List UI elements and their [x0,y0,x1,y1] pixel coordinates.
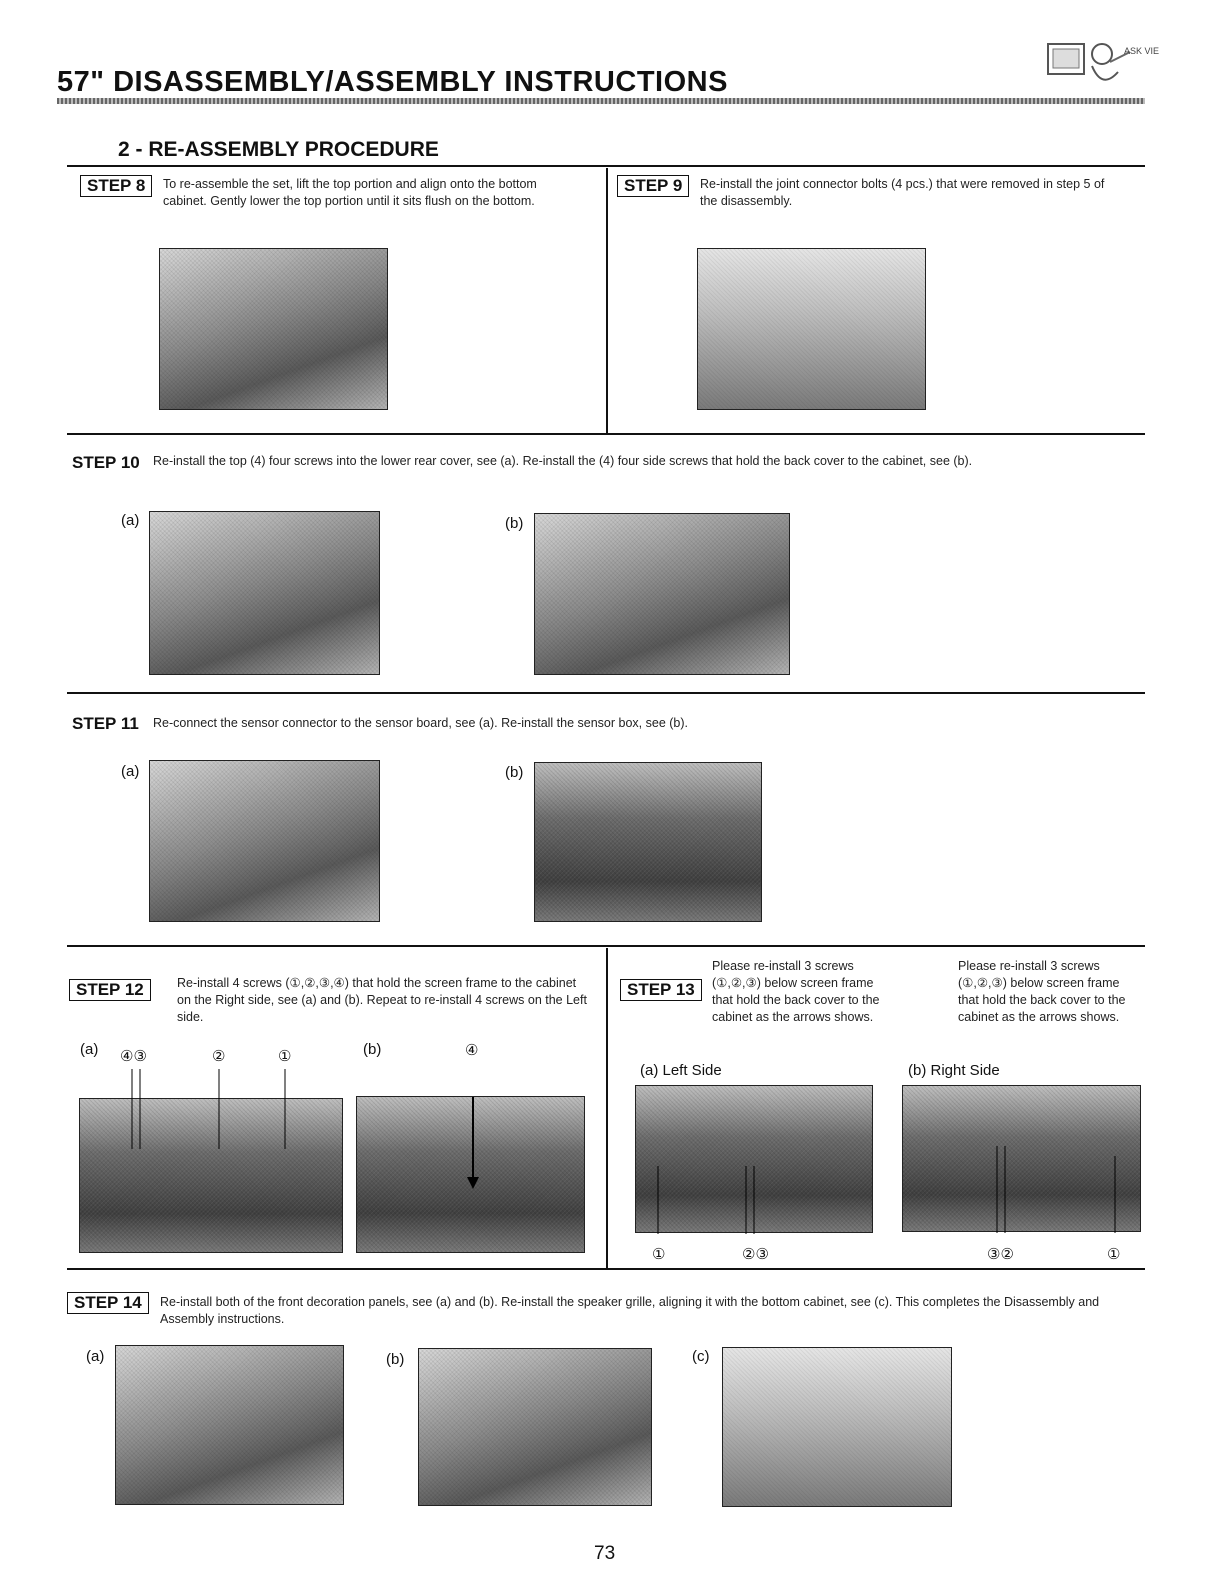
step11-text: Re-connect the sensor connector to the sensor board, see (a). Re-install the sensor box, see (b). [153,716,688,730]
step13-a-callout: ②③ [742,1246,769,1263]
step12-a-callout: ① [278,1048,292,1065]
divider [67,692,1145,694]
step13-b-label: (b) Right Side [908,1062,1000,1079]
divider [67,1268,1145,1270]
step10-b-label: (b) [505,515,524,532]
step8-photo [159,248,388,410]
step14-b-label: (b) [386,1351,405,1368]
column-divider [606,948,608,1268]
step10-text: Re-install the top (4) four screws into the lower rear cover, see (a). Re-install the (4) four side screws that hold the back cover to the cabinet, see (b). [153,454,973,468]
step14-text: Re-install both of the front decoration panels, see (a) and (b). Re-install the speaker grille, aligning it with the bottom cabinet, see (c). This completes the Disassembly and Assembly instructions. [160,1295,1100,1326]
title-underline [57,98,1145,104]
step14-label: STEP 14 [67,1292,149,1314]
page-title: 57" DISASSEMBLY/ASSEMBLY INSTRUCTIONS [57,66,728,98]
step10-label: STEP 10 [72,453,140,472]
step11-a-photo [149,760,380,922]
section-title: 2 - RE-ASSEMBLY PROCEDURE [118,138,439,161]
step13-b-callout: ① [1107,1246,1121,1263]
step12-a-callout: ④③ [120,1048,147,1065]
step13-text-left: Please re-install 3 screws (①,②,③) below screen frame that hold the back cover to the cabinet as the arrows shows. [712,959,880,1024]
step12-text: Re-install 4 screws (①,②,③,④) that hold the screen frame to the cabinet on the Right side, see (a) and (b). Repeat to re-install 4 screws on the Left side. [177,976,587,1024]
step13-b-callout: ③② [987,1246,1014,1263]
step14-a-label: (a) [86,1348,105,1365]
step10-a-photo [149,511,380,675]
step12-a-label: (a) [80,1041,99,1058]
step12-a-photo [79,1098,343,1253]
step13-a-photo [635,1085,873,1233]
step12-b-label: (b) [363,1041,382,1058]
divider [67,165,1145,167]
mascot-logo-icon [1040,32,1160,94]
step11-a-label: (a) [121,763,140,780]
page-number: 73 [594,1543,616,1564]
step13-label: STEP 13 [620,979,702,1001]
step9-label: STEP 9 [617,175,689,197]
step12-b-callout: ④ [465,1042,479,1059]
logo-text: ASK VIE [1124,46,1160,56]
step11-label: STEP 11 [72,714,139,733]
step13-text-right: Please re-install 3 screws (①,②,③) below screen frame that hold the back cover to the cabinet as the arrows shows. [958,959,1126,1024]
step10-b-photo [534,513,790,675]
column-divider [606,168,608,434]
step14-c-label: (c) [692,1348,710,1365]
step12-label: STEP 12 [69,979,151,1001]
step14-b-photo [418,1348,652,1506]
step13-a-label: (a) Left Side [640,1062,722,1079]
step9-photo [697,248,926,410]
step9-text: Re-install the joint connector bolts (4 pcs.) that were removed in step 5 of the disassembly. [700,177,1105,208]
step14-a-photo [115,1345,344,1505]
step11-b-photo [534,762,762,922]
step8-text: To re-assemble the set, lift the top portion and align onto the bottom cabinet. Gently lower the top portion until it sits flush on the bottom. [163,177,537,208]
step8-label: STEP 8 [80,175,152,197]
step12-a-callout: ② [212,1048,226,1065]
step14-c-photo [722,1347,952,1507]
step13-b-photo [902,1085,1141,1232]
step13-a-callout: ① [652,1246,666,1263]
step10-a-label: (a) [121,512,140,529]
divider [67,433,1145,435]
divider [67,945,1145,947]
step12-b-photo [356,1096,585,1253]
step11-b-label: (b) [505,764,524,781]
